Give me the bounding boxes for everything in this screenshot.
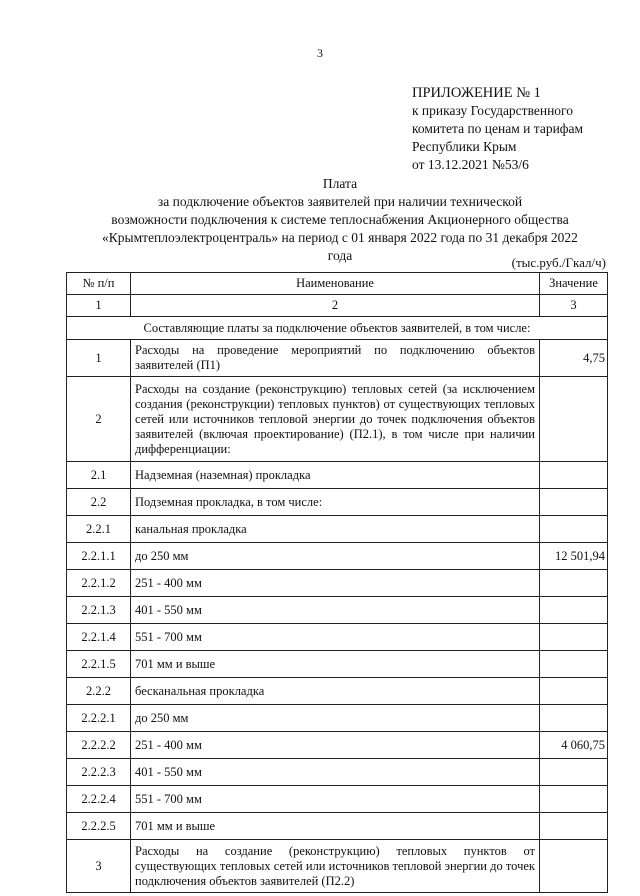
section-cell: Составляющие платы за подключение объектов заявителей, в том числе: [67,317,608,340]
row-name-cell: канальная прокладка [131,516,540,543]
row-number-cell: 2.2 [67,489,131,516]
row-value-cell [540,624,608,651]
row-number-cell: 2.2.1.4 [67,624,131,651]
title-line: «Крымтеплоэлектроцентраль» на период с 01 января 2022 года по 31 декабря 2022 [102,230,578,245]
row-number-cell: 1 [67,340,131,377]
row-name-cell: Расходы на создание (реконструкцию) тепловых пунктов от существующих тепловых сетей или источников тепловой энергии до точек подключения объектов заявителей (П2.2) [131,840,540,893]
table-row [67,759,608,786]
page-number: 3 [317,46,323,60]
row-number-cell: 2.2.2 [67,678,131,705]
row-number-cell: 2.2.1.2 [67,570,131,597]
table-row [67,377,608,462]
row-number-cell: 2.2.1 [67,516,131,543]
table-row [67,462,608,489]
row-value-cell [540,377,608,462]
row-name-cell: до 250 мм [131,705,540,732]
column-number-cell: 1 [67,295,131,317]
row-number-cell: 2.2.2.4 [67,786,131,813]
appendix-line: к приказу Государственного [412,103,574,118]
row-name-cell: 251 - 400 мм [131,732,540,759]
row-name-cell: 701 мм и выше [131,813,540,840]
header-cell-name: Наименование [131,273,540,295]
row-name-cell: 401 - 550 мм [131,597,540,624]
table-row [67,705,608,732]
row-name-cell: Надземная (наземная) прокладка [131,462,540,489]
title-line: за подключение объектов заявителей при наличии технической [157,194,523,209]
header-cell-number: № п/п [67,273,131,295]
row-value-cell [540,462,608,489]
row-value-cell [540,516,608,543]
header-cell-value: Значение [540,273,608,295]
table-row [67,516,608,543]
table-row [67,732,608,759]
table-header-row [67,273,608,295]
appendix-line: комитета по ценам и тарифам [412,121,584,136]
row-value-cell [540,705,608,732]
column-number-row [67,295,608,317]
row-number-cell: 2.2.2.3 [67,759,131,786]
column-number-cell: 3 [540,295,608,317]
row-value-cell: 4,75 [540,340,608,377]
table-row [67,651,608,678]
row-value-cell [540,840,608,893]
row-value-cell [540,813,608,840]
row-value-cell: 12 501,94 [540,543,608,570]
table-row [67,813,608,840]
appendix-block [412,84,583,174]
fee-table [66,272,608,893]
table-row [67,786,608,813]
title-line: Плата [322,176,358,191]
appendix-line: от 13.12.2021 №53/6 [412,157,529,172]
title-line: возможности подключения к системе теплоснабжения Акционерного общества [111,212,569,227]
row-name-cell: 551 - 700 мм [131,786,540,813]
row-number-cell: 2 [67,377,131,462]
row-value-cell [540,597,608,624]
row-name-cell: 701 мм и выше [131,651,540,678]
row-name-cell: Расходы на проведение мероприятий по подключению объектов заявителей (П1) [131,340,540,377]
row-number-cell: 2.2.1.1 [67,543,131,570]
section-row [67,317,608,340]
row-name-cell: Расходы на создание (реконструкцию) тепловых сетей (за исключением создания (реконструкции) тепловых пунктов) от существующих тепловых сетей или источников тепловой энергии до точек подключения объектов заявителей (включая проектирование) (П2.1), в том числе при наличии дифференциации: [131,377,540,462]
document-title [70,175,610,265]
table-row [67,597,608,624]
row-value-cell: 4 060,75 [540,732,608,759]
row-name-cell: бесканальная прокладка [131,678,540,705]
row-name-cell: до 250 мм [131,543,540,570]
units-label: (тыс.руб./Гкал/ч) [511,255,606,270]
row-number-cell: 2.2.1.3 [67,597,131,624]
column-number-cell: 2 [131,295,540,317]
row-number-cell: 2.2.2.5 [67,813,131,840]
row-value-cell [540,570,608,597]
row-name-cell: Подземная прокладка, в том числе: [131,489,540,516]
table-row [67,678,608,705]
table-row [67,624,608,651]
table-row [67,543,608,570]
row-value-cell [540,651,608,678]
row-number-cell: 2.2.1.5 [67,651,131,678]
row-number-cell: 2.2.2.1 [67,705,131,732]
appendix-line: Республики Крым [412,139,517,154]
appendix-heading: ПРИЛОЖЕНИЕ № 1 [412,85,541,101]
table-row [67,489,608,516]
row-number-cell: 2.2.2.2 [67,732,131,759]
row-name-cell: 401 - 550 мм [131,759,540,786]
row-number-cell: 2.1 [67,462,131,489]
row-value-cell [540,759,608,786]
row-value-cell [540,678,608,705]
row-name-cell: 251 - 400 мм [131,570,540,597]
table-body [67,340,608,893]
row-name-cell: 551 - 700 мм [131,624,540,651]
table-row [67,840,608,893]
table-row [67,340,608,377]
row-number-cell: 3 [67,840,131,893]
table-row [67,570,608,597]
row-value-cell [540,489,608,516]
title-line: года [327,248,353,263]
row-value-cell [540,786,608,813]
